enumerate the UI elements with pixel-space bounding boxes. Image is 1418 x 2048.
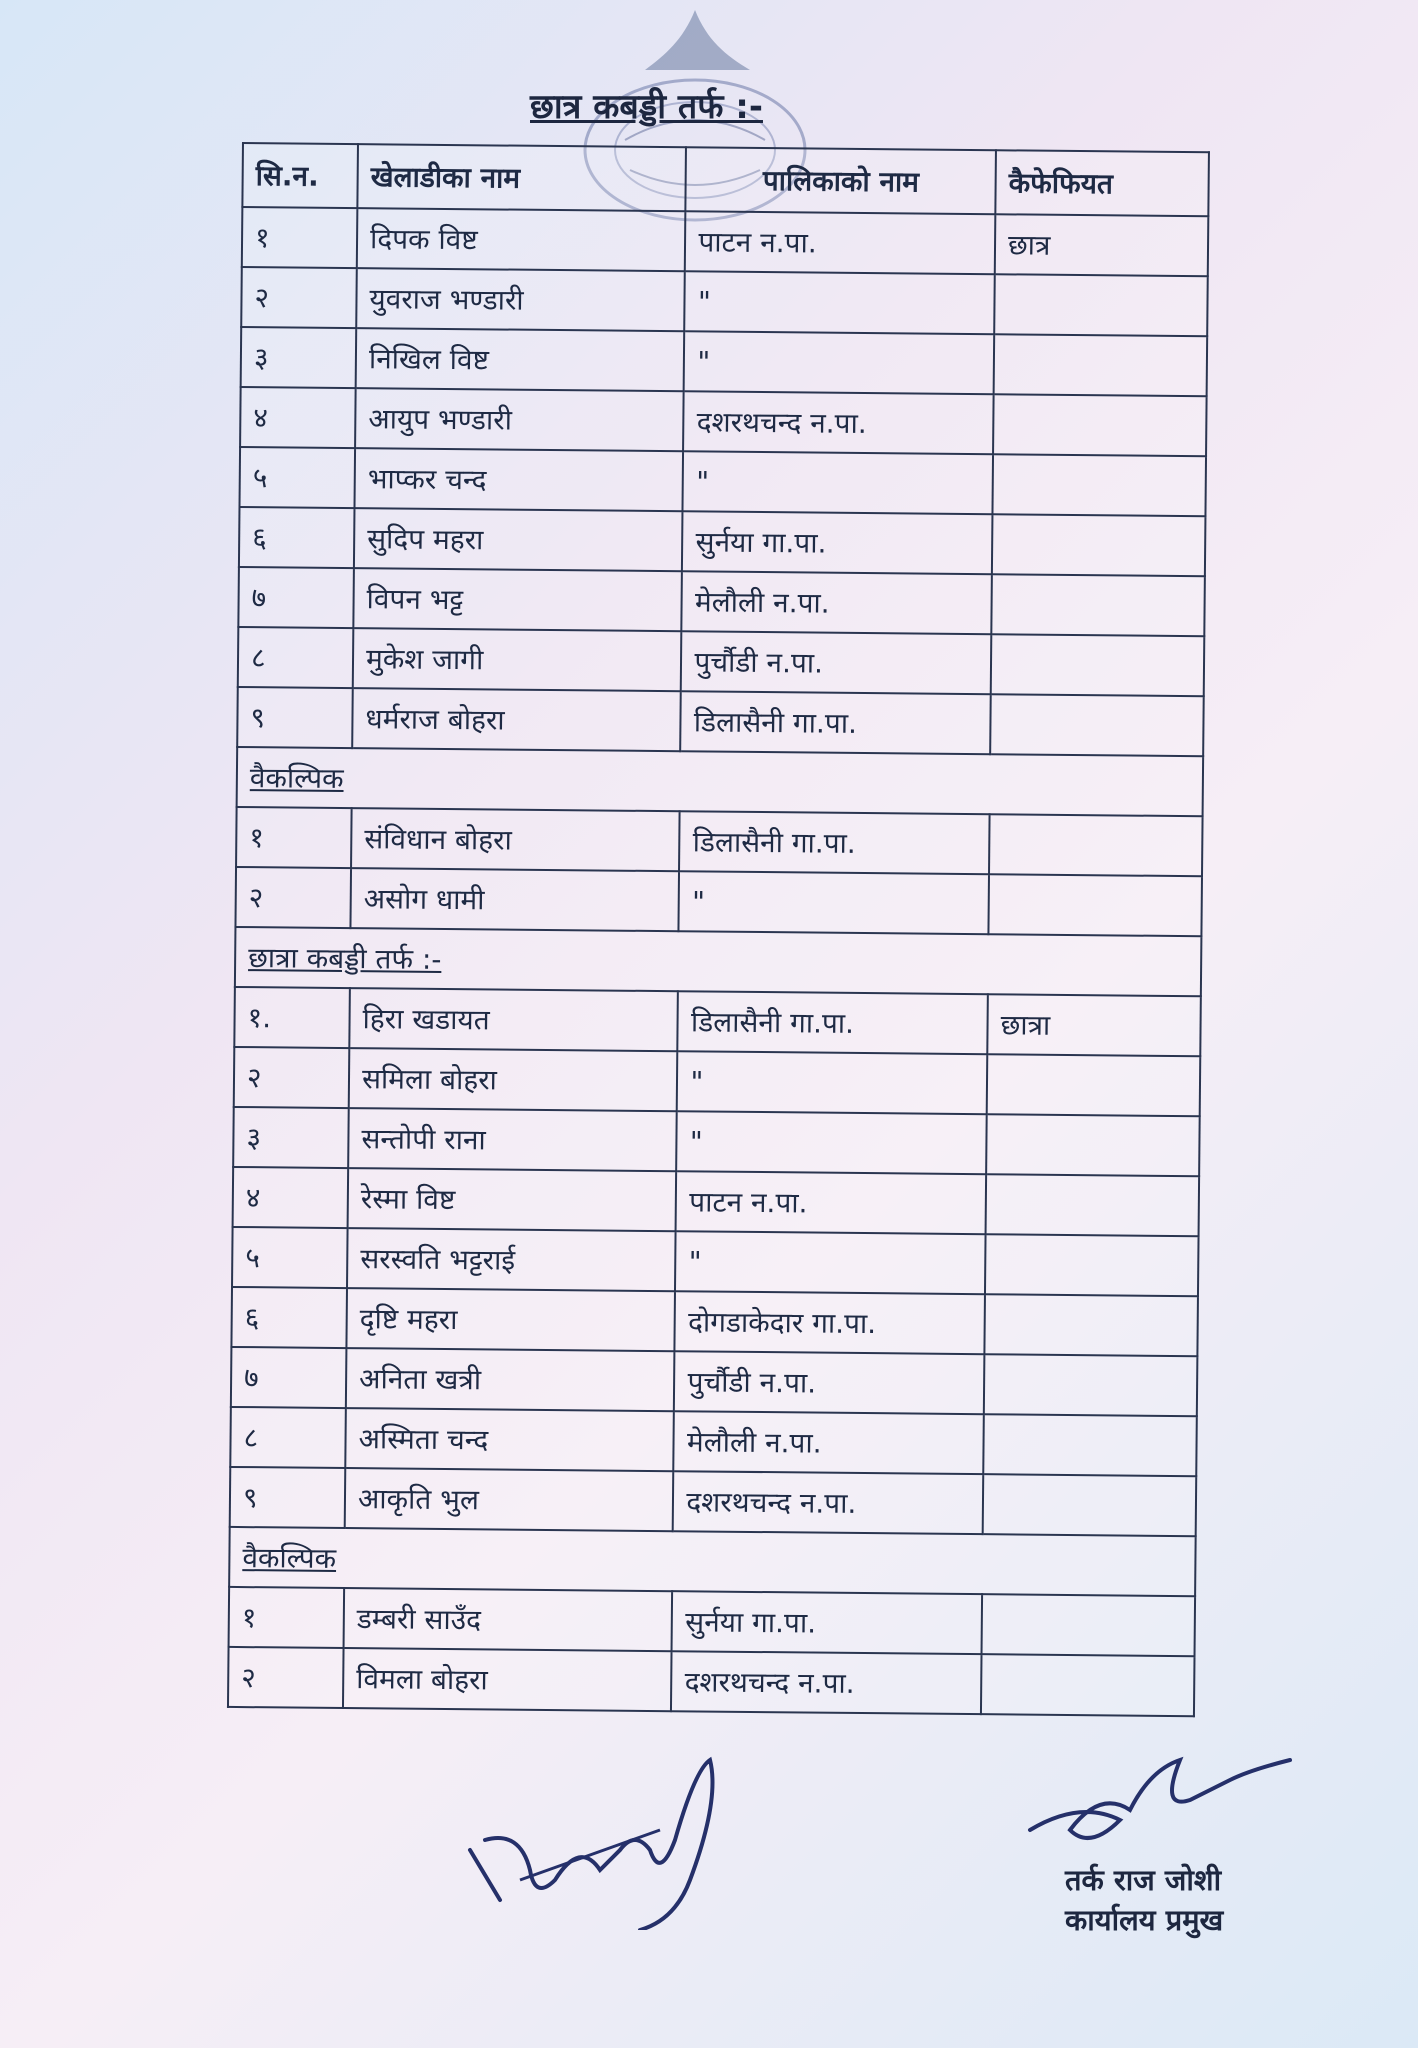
serial-cell: ६ [231,1287,347,1348]
page-title: छात्र कबड्डी तर्फ :- [530,87,763,127]
serial-cell: ७ [238,567,354,628]
handwritten-signature-right [1010,1750,1310,1860]
signatory-name: तर्क राज जोशी [1065,1863,1222,1897]
remarks-cell [984,1354,1197,1416]
municipality-cell: दशरथचन्द न.पा. [683,391,993,454]
remarks-cell [984,1294,1197,1356]
table-header-row [242,143,1209,216]
serial-cell: ७ [231,1347,347,1408]
player-name-cell: निखिल विष्ट [356,328,685,391]
remarks-cell [992,514,1205,576]
municipality-cell: डिलासैनी गा.पा. [678,991,988,1054]
table-row [240,387,1207,456]
table-row [238,627,1205,696]
player-name-cell: सुदिप महरा [354,508,683,571]
serial-cell: १ [229,1587,345,1648]
table-row [237,687,1204,756]
serial-cell: १. [234,987,350,1048]
player-name-cell: मुकेश जागी [353,628,682,691]
serial-cell: ६ [239,507,355,568]
municipality-cell: दशरथचन्द न.पा. [673,1471,983,1534]
remarks-cell [989,814,1202,876]
serial-cell: १ [242,207,358,268]
column-header-municipality: पालिकाको नाम [686,147,996,214]
remarks-cell [983,1474,1196,1536]
player-name-cell: आयुप भण्डारी [355,388,684,451]
remarks-cell: छात्र [995,214,1208,276]
remarks-cell [986,1174,1199,1236]
municipality-cell: मेलौली न.पा. [674,1411,984,1474]
municipality-cell: पुर्चौडी न.पा. [681,631,991,694]
serial-cell: ९ [237,687,353,748]
remarks-cell [993,394,1206,456]
table-row [235,867,1202,936]
players-table [227,142,1210,1717]
municipality-cell: मेलौली न.पा. [682,571,992,634]
table-row [230,1407,1197,1476]
section-row-boys-alternate [237,747,1204,816]
table-row [231,1287,1198,1356]
table-row [233,1107,1200,1176]
table-row [241,267,1208,336]
table-row [241,327,1208,396]
player-name-cell: संविधान बोहरा [351,808,680,871]
player-name-cell: समिला बोहरा [349,1048,678,1111]
municipality-cell: दोगडाकेदार गा.पा. [675,1291,985,1354]
serial-cell: ५ [232,1227,348,1288]
table-row [232,1227,1199,1296]
handwritten-signature-left [460,1730,780,1930]
section-row-girls [235,927,1202,996]
column-header-serial: सि.न. [242,143,358,208]
player-name-cell: विमला बोहरा [343,1648,672,1711]
serial-cell: २ [234,1047,350,1108]
table-row [239,447,1206,516]
section-row-girls-alternate [229,1527,1196,1596]
table-row [230,1467,1197,1536]
player-name-cell: रेस्मा विष्ट [348,1168,677,1231]
remarks-cell [994,334,1207,396]
table-row [231,1347,1198,1416]
municipality-cell: " [679,871,989,934]
player-name-cell: डम्बरी साउँद [344,1588,673,1651]
remarks-cell [989,874,1202,936]
municipality-cell: सुर्नया गा.पा. [682,511,992,574]
player-name-cell: अनिता खत्री [346,1348,675,1411]
municipality-cell: " [677,1111,987,1174]
remarks-cell [993,454,1206,516]
player-name-cell: असोग धामी [350,868,679,931]
player-name-cell: अस्मिता चन्द [345,1408,674,1471]
municipality-cell: " [684,331,994,394]
remarks-cell [983,1414,1196,1476]
serial-cell: १ [236,807,352,868]
serial-cell: ३ [241,327,357,388]
serial-cell: ५ [239,447,355,508]
remarks-cell [994,274,1207,336]
serial-cell: ९ [230,1467,346,1528]
municipality-cell: " [683,451,993,514]
remarks-cell [981,1654,1194,1716]
section-label-alternate: वैकल्पिक [229,1527,1196,1596]
serial-cell: ४ [240,387,356,448]
municipality-cell: " [675,1231,985,1294]
remarks-cell [987,1054,1200,1116]
serial-cell: ४ [233,1167,349,1228]
municipality-cell: डिलासैनी गा.पा. [681,691,991,754]
municipality-cell: " [685,271,995,334]
player-name-cell: धर्मराज बोहरा [352,688,681,751]
serial-cell: २ [228,1647,344,1708]
player-name-cell: भाप्कर चन्द [355,448,684,511]
municipality-cell: पाटन न.पा. [685,211,995,274]
municipality-cell: डिलासैनी गा.पा. [679,811,989,874]
table-row [229,1587,1196,1656]
remarks-cell [986,1114,1199,1176]
serial-cell: २ [235,867,351,928]
municipality-cell: " [677,1051,987,1114]
serial-cell: ८ [230,1407,346,1468]
signatory-block [1065,1860,1223,1940]
serial-cell: ३ [233,1107,349,1168]
player-name-cell: सरस्वति भट्टराई [347,1228,676,1291]
player-name-cell: दृष्टि महरा [346,1288,675,1351]
remarks-cell [990,694,1203,756]
player-name-cell: आकृति भुल [345,1468,674,1531]
section-label-girls-kabaddi: छात्रा कबड्डी तर्फ :- [235,927,1202,996]
table-row [233,1167,1200,1236]
table-row [238,567,1205,636]
column-header-player-name: खेलाडीका नाम [357,144,686,211]
remarks-cell [991,634,1204,696]
table-row [239,507,1206,576]
remarks-cell [991,574,1204,636]
municipality-cell: दशरथचन्द न.पा. [671,1651,981,1714]
player-name-cell: युवराज भण्डारी [356,268,685,331]
table-row [234,1047,1201,1116]
column-header-remarks: कैफेफियत [995,150,1209,216]
serial-cell: २ [241,267,357,328]
municipality-cell: सुर्नया गा.पा. [672,1591,982,1654]
section-label-alternate: वैकल्पिक [237,747,1204,816]
remarks-cell [982,1594,1195,1656]
player-name-cell: हिरा खडायत [349,988,678,1051]
serial-cell: ८ [238,627,354,688]
table-row [242,207,1209,276]
table-row [236,807,1203,876]
signatory-title: कार्यालय प्रमुख [1065,1903,1224,1937]
remarks-cell: छात्रा [987,994,1200,1056]
player-name-cell: दिपक विष्ट [357,208,686,271]
municipality-cell: पुर्चौडी न.पा. [674,1351,984,1414]
remarks-cell [985,1234,1198,1296]
table-row [234,987,1201,1056]
municipality-cell: पाटन न.पा. [676,1171,986,1234]
table-row [228,1647,1195,1716]
player-name-cell: सन्तोपी राना [348,1108,677,1171]
player-name-cell: विपन भट्ट [353,568,682,631]
